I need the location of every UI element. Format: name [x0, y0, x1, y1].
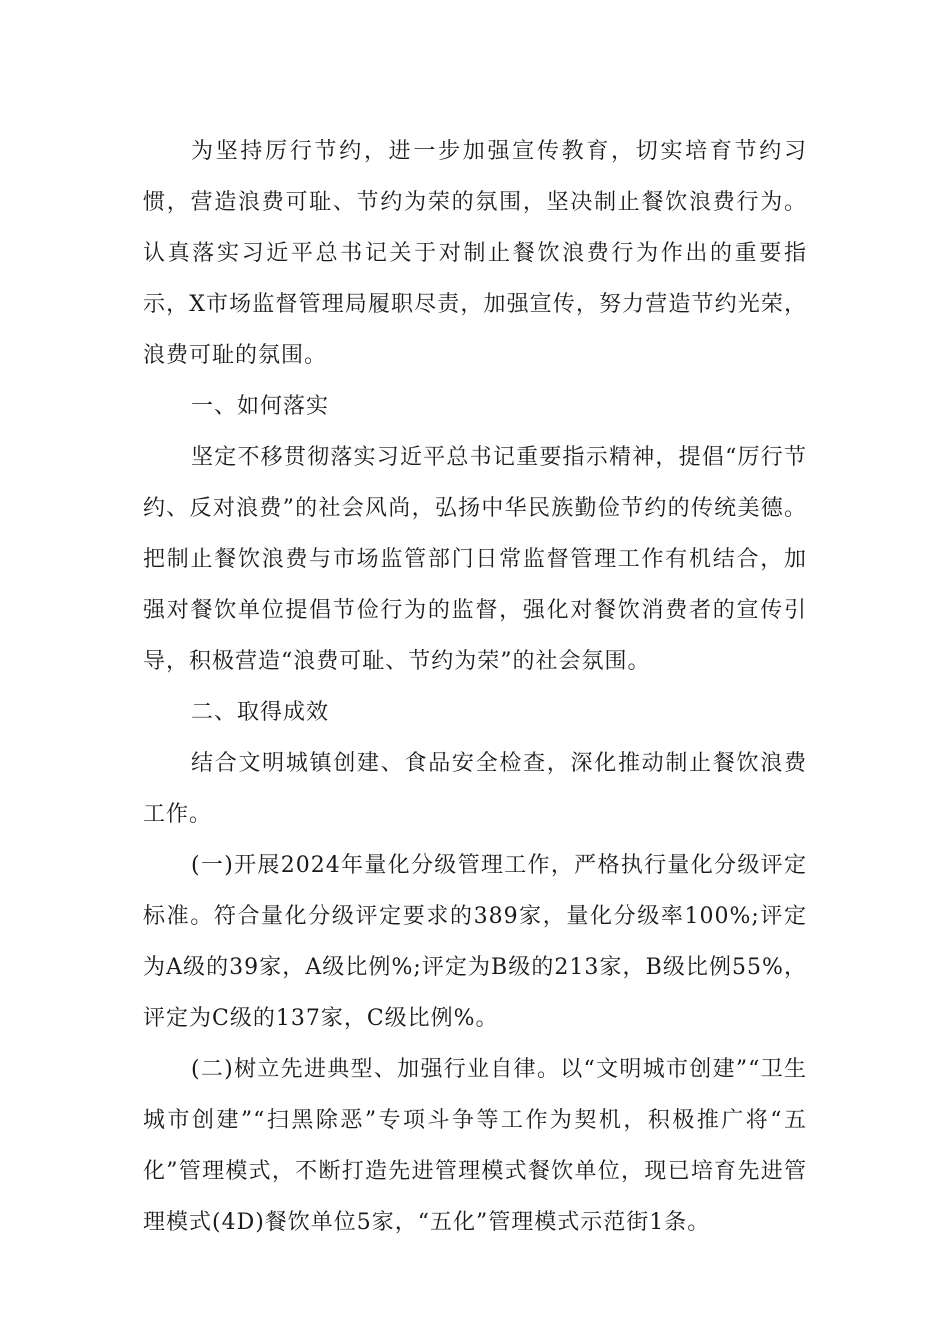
paragraph-results-grading: (一)开展2024年量化分级管理工作，严格执行量化分级评定标准。符合量化分级评定要求的389家，量化分级率100%;评定为A级的39家，A级比例%;评定为B级的213家，B级比例55%，评定为C级的137家，C级比例%。 [143, 853, 807, 1031]
paragraph-results-models: (二)树立先进典型、加强行业自律。以“文明城市创建”“卫生城市创建”“扫黑除恶”专项斗争等工作为契机，积极推广将“五化”管理模式，不断打造先进管理模式餐饮单位，现已培育先进管理模式(4D)餐饮单位5家，“五化”管理模式示范街1条。 [143, 1057, 807, 1235]
paragraph-implementation: 坚定不移贯彻落实习近平总书记重要指示精神，提倡“厉行节约、反对浪费”的社会风尚，弘扬中华民族勤俭节约的传统美德。把制止餐饮浪费与市场监管部门日常监督管理工作有机结合，加强对餐饮单位提倡节俭行为的监督，强化对餐饮消费者的宣传引导，积极营造“浪费可耻、节约为荣”的社会氛围。 [143, 445, 807, 674]
paragraph-intro: 为坚持厉行节约，进一步加强宣传教育，切实培育节约习惯，营造浪费可耻、节约为荣的氛围，坚决制止餐饮浪费行为。认真落实习近平总书记关于对制止餐饮浪费行为作出的重要指示，X市场监督管理局履职尽责，加强宣传，努力营造节约光荣，浪费可耻的氛围。 [143, 139, 807, 368]
section-heading-results: 二、取得成效 [191, 700, 330, 725]
document-body [143, 126, 807, 1248]
paragraph-results-intro: 结合文明城镇创建、食品安全检查，深化推动制止餐饮浪费工作。 [143, 751, 807, 827]
section-heading-implementation: 一、如何落实 [191, 394, 330, 419]
